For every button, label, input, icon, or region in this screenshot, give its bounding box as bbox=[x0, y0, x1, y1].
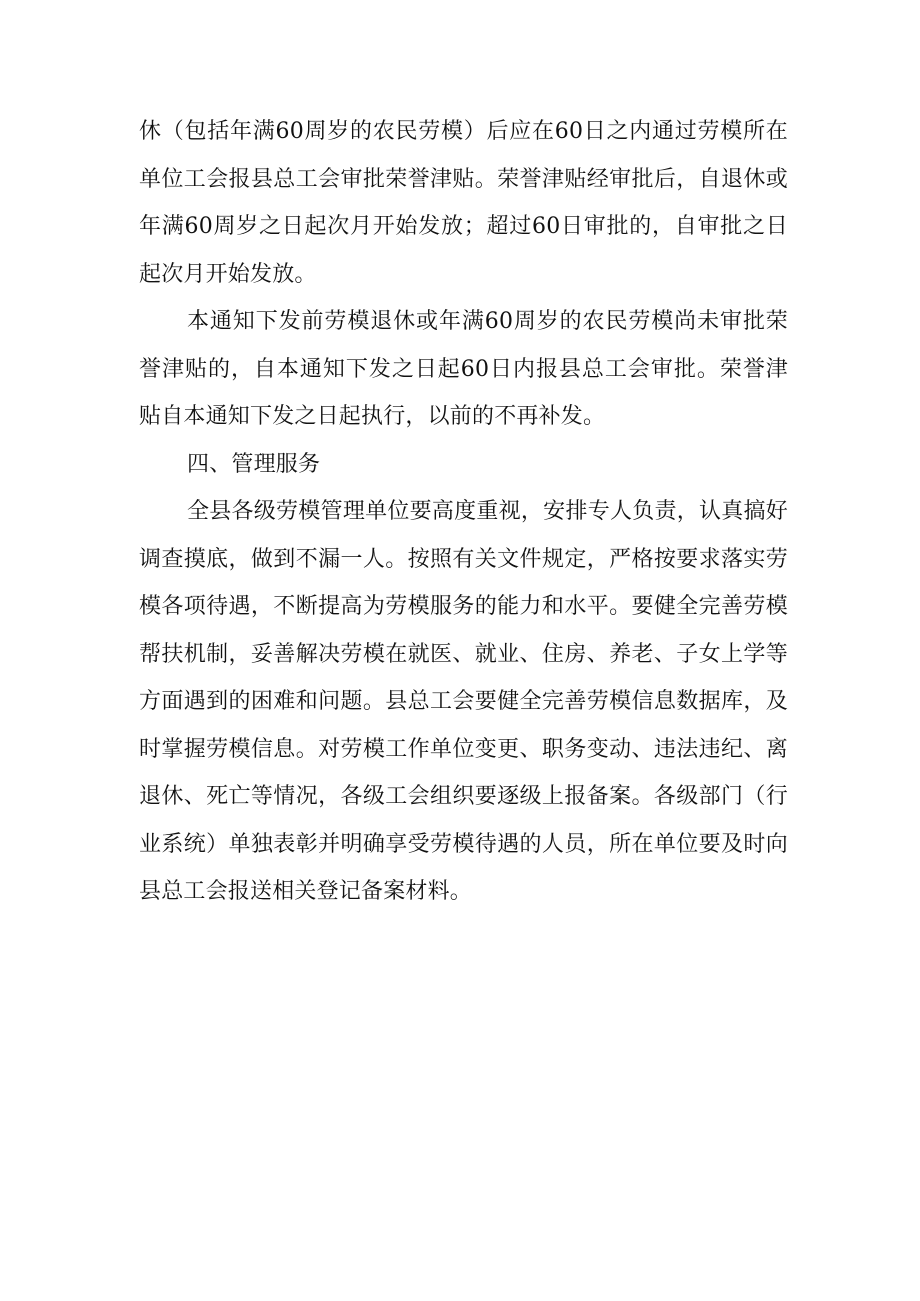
paragraph-management-service: 全县各级劳模管理单位要高度重视，安排专人负责，认真搞好调查摸底，做到不漏一人。按照有关文件规定，严格按要求落实劳模各项待遇，不断提高为劳模服务的能力和水平。要健全完善劳模帮扶机制，妥善解决劳模在就医、就业、住房、养老、子女上学等方面遇到的困难和问题。县总工会要健全完善劳模信息数据库，及时掌握劳模信息。对劳模工作单位变更、职务变动、违法违纪、离退休、死亡等情况，各级工会组织要逐级上报备案。各级部门（行业系统）单独表彰并明确享受劳模待遇的人员，所在单位要及时向县总工会报送相关登记备案材料。 bbox=[139, 499, 788, 904]
paragraph-continuation: 休（包括年满60周岁的农民劳模）后应在60日之内通过劳模所在单位工会报县总工会审批荣誉津贴。荣誉津贴经审批后，自退休或年满60周岁之日起次月开始发放；超过60日审批的，自审批之日起次月开始发放。 bbox=[139, 119, 788, 287]
section-heading: 四、管理服务 bbox=[187, 451, 321, 477]
paragraph-notice-before: 本通知下发前劳模退休或年满60周岁的农民劳模尚未审批荣誉津贴的，自本通知下发之日起60日内报县总工会审批。荣誉津贴自本通知下发之日起执行，以前的不再补发。 bbox=[139, 309, 788, 429]
